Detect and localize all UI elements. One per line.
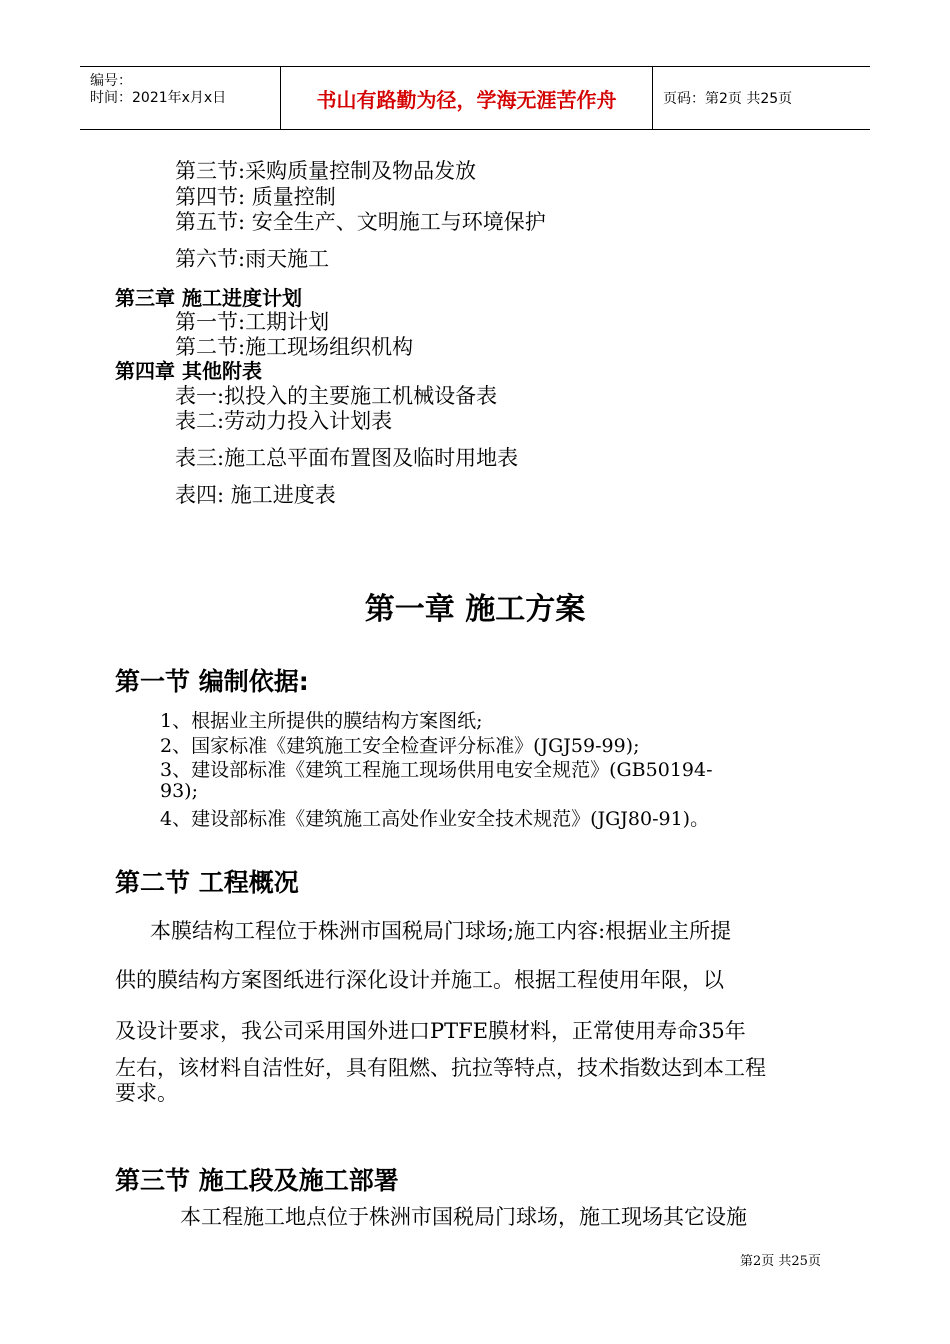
toc-item: 第六节:雨天施工 — [175, 247, 330, 271]
reference-item: 4、建设部标准《建筑施工高处作业安全技术规范》(JGJ80-91)。 — [160, 808, 710, 830]
paragraph-line: 左右，该材料自洁性好，具有阻燃、抗拉等特点，技术指数达到本工程 — [115, 1056, 766, 1080]
toc-item: 第四节: 质量控制 — [175, 185, 336, 209]
toc-chapter: 第三章 施工进度计划 — [115, 286, 302, 310]
page-header — [80, 66, 870, 130]
paragraph-line: 本工程施工地点位于株洲市国税局门球场，施工现场其它设施 — [180, 1205, 747, 1229]
reference-item: 1、根据业主所提供的膜结构方案图纸; — [160, 710, 483, 732]
toc-item: 第一节:工期计划 — [175, 310, 330, 334]
section-heading: 第二节 工程概况 — [115, 868, 299, 897]
toc-item: 表一:拟投入的主要施工机械设备表 — [175, 384, 498, 408]
header-motto: 书山有路勤为径，学海无涯苦作舟 — [280, 67, 653, 129]
reference-item: 93); — [160, 780, 198, 802]
toc-item: 表二:劳动力投入计划表 — [175, 409, 393, 433]
header-number: 编号： — [90, 73, 132, 89]
header-time: 时间：2021年x月x日 — [90, 90, 227, 106]
toc-item: 第五节: 安全生产、文明施工与环境保护 — [175, 210, 546, 234]
chapter-title: 第一章 施工方案 — [364, 592, 586, 627]
header-meta — [80, 67, 280, 129]
toc-item: 第三节:采购质量控制及物品发放 — [175, 159, 477, 183]
paragraph-line: 及设计要求，我公司采用国外进口PTFE膜材料，正常使用寿命35年 — [115, 1019, 746, 1043]
paragraph-line: 供的膜结构方案图纸进行深化设计并施工。根据工程使用年限，以 — [115, 968, 724, 992]
toc-chapter: 第四章 其他附表 — [115, 359, 262, 383]
section-heading: 第一节 编制依据: — [115, 667, 309, 696]
section-heading: 第三节 施工段及施工部署 — [115, 1166, 399, 1195]
reference-item: 2、国家标准《建筑施工安全检查评分标准》(JGJ59-99); — [160, 735, 640, 757]
reference-item: 3、建设部标准《建筑工程施工现场供用电安全规范》(GB50194- — [160, 759, 713, 781]
page-footer: 第2页 共25页 — [740, 1254, 821, 1269]
toc-item: 表三:施工总平面布置图及临时用地表 — [175, 446, 519, 470]
paragraph-line: 要求。 — [115, 1081, 178, 1105]
paragraph-line: 本膜结构工程位于株洲市国税局门球场;施工内容:根据业主所提 — [150, 919, 732, 943]
toc-item: 表四: 施工进度表 — [175, 483, 336, 507]
toc-item: 第二节:施工现场组织机构 — [175, 335, 414, 359]
header-page-info: 页码：第2页 共25页 — [663, 91, 793, 107]
